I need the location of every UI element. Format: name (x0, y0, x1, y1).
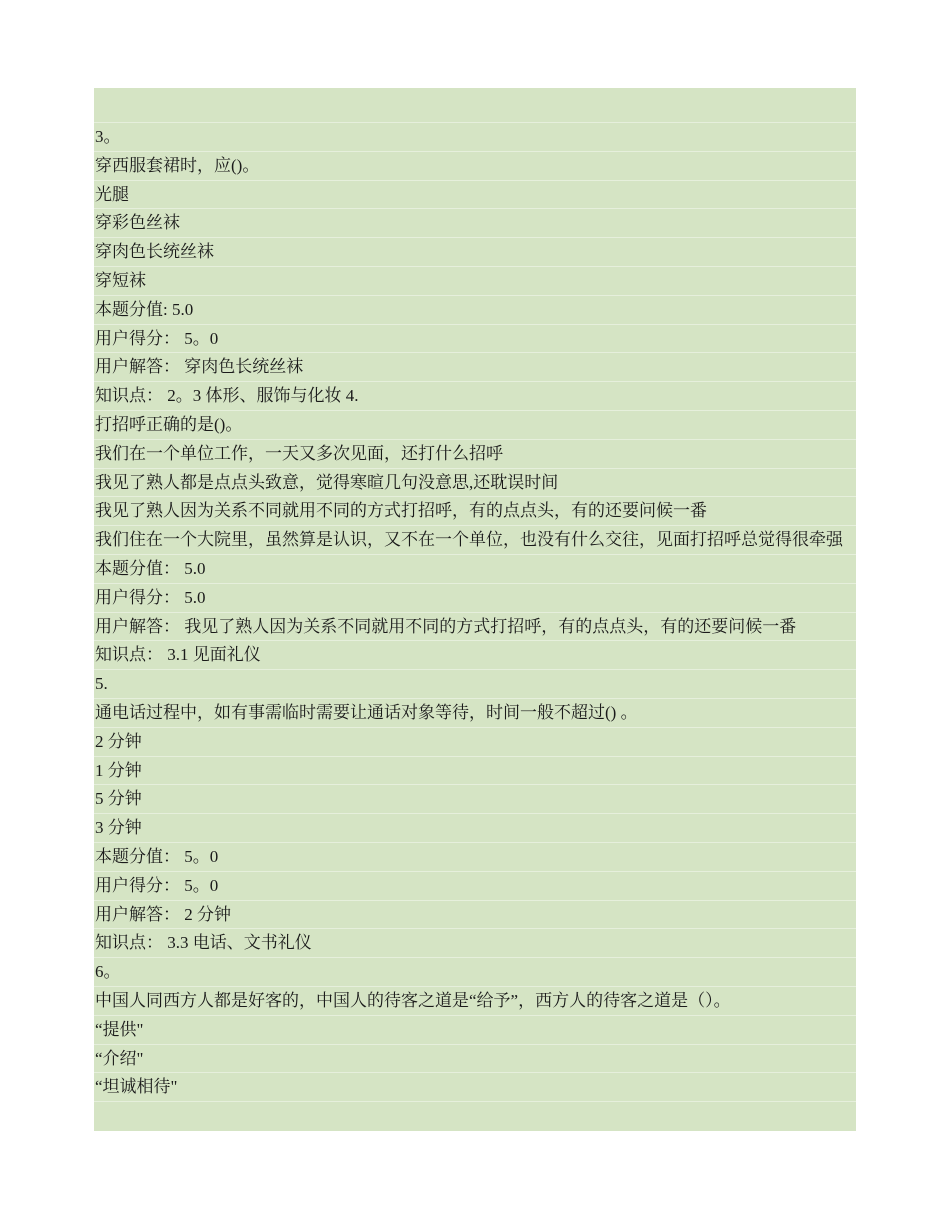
score-value: 本题分值： 5.0 (94, 555, 856, 584)
question-number: 6。 (94, 958, 856, 987)
user-answer: 用户解答： 我见了熟人因为关系不同就用不同的方式打招呼，有的点点头，有的还要问候一番 (94, 613, 856, 642)
answer-option: 我见了熟人都是点点头致意，觉得寒暄几句没意思,还耽误时间 (94, 469, 856, 498)
answer-option: 3 分钟 (94, 814, 856, 843)
score-value: 本题分值： 5。0 (94, 843, 856, 872)
answer-option: 我们住在一个大院里，虽然算是认识，又不在一个单位，也没有什么交往，见面打招呼总觉得很牵强 (94, 526, 856, 555)
text-lines (94, 123, 856, 1102)
question-number: 5. (94, 670, 856, 699)
answer-option: 5 分钟 (94, 785, 856, 814)
blank-header-band (94, 88, 856, 123)
question-text: 穿西服套裙时，应()。 (94, 152, 856, 181)
answer-option: “提供" (94, 1016, 856, 1045)
answer-option: 1 分钟 (94, 757, 856, 786)
user-score: 用户得分： 5.0 (94, 584, 856, 613)
user-answer: 用户解答： 2 分钟 (94, 901, 856, 930)
answer-option: 穿肉色长统丝袜 (94, 238, 856, 267)
knowledge-point: 知识点： 3.1 见面礼仪 (94, 641, 856, 670)
knowledge-point: 知识点： 2。3 体形、服饰与化妆 4. (94, 382, 856, 411)
user-score: 用户得分： 5。0 (94, 325, 856, 354)
user-answer: 用户解答： 穿肉色长统丝袜 (94, 353, 856, 382)
question-text: 打招呼正确的是()。 (94, 411, 856, 440)
question-text: 通电话过程中，如有事需临时需要让通话对象等待，时间一般不超过() 。 (94, 699, 856, 728)
answer-option: 我见了熟人因为关系不同就用不同的方式打招呼，有的点点头，有的还要问候一番 (94, 497, 856, 526)
answer-option: 穿短袜 (94, 267, 856, 296)
knowledge-point: 知识点： 3.3 电话、文书礼仪 (94, 929, 856, 958)
document-page (94, 88, 856, 1131)
question-number: 3。 (94, 123, 856, 152)
answer-option: 光腿 (94, 181, 856, 210)
answer-option: 我们在一个单位工作，一天又多次见面，还打什么招呼 (94, 440, 856, 469)
answer-option: “坦诚相待" (94, 1073, 856, 1102)
answer-option: 2 分钟 (94, 728, 856, 757)
answer-option: 穿彩色丝袜 (94, 209, 856, 238)
score-value: 本题分值: 5.0 (94, 296, 856, 325)
question-text: 中国人同西方人都是好客的，中国人的待客之道是“给予”，西方人的待客之道是（）。 (94, 987, 856, 1016)
answer-option: “介绍" (94, 1045, 856, 1074)
user-score: 用户得分： 5。0 (94, 872, 856, 901)
